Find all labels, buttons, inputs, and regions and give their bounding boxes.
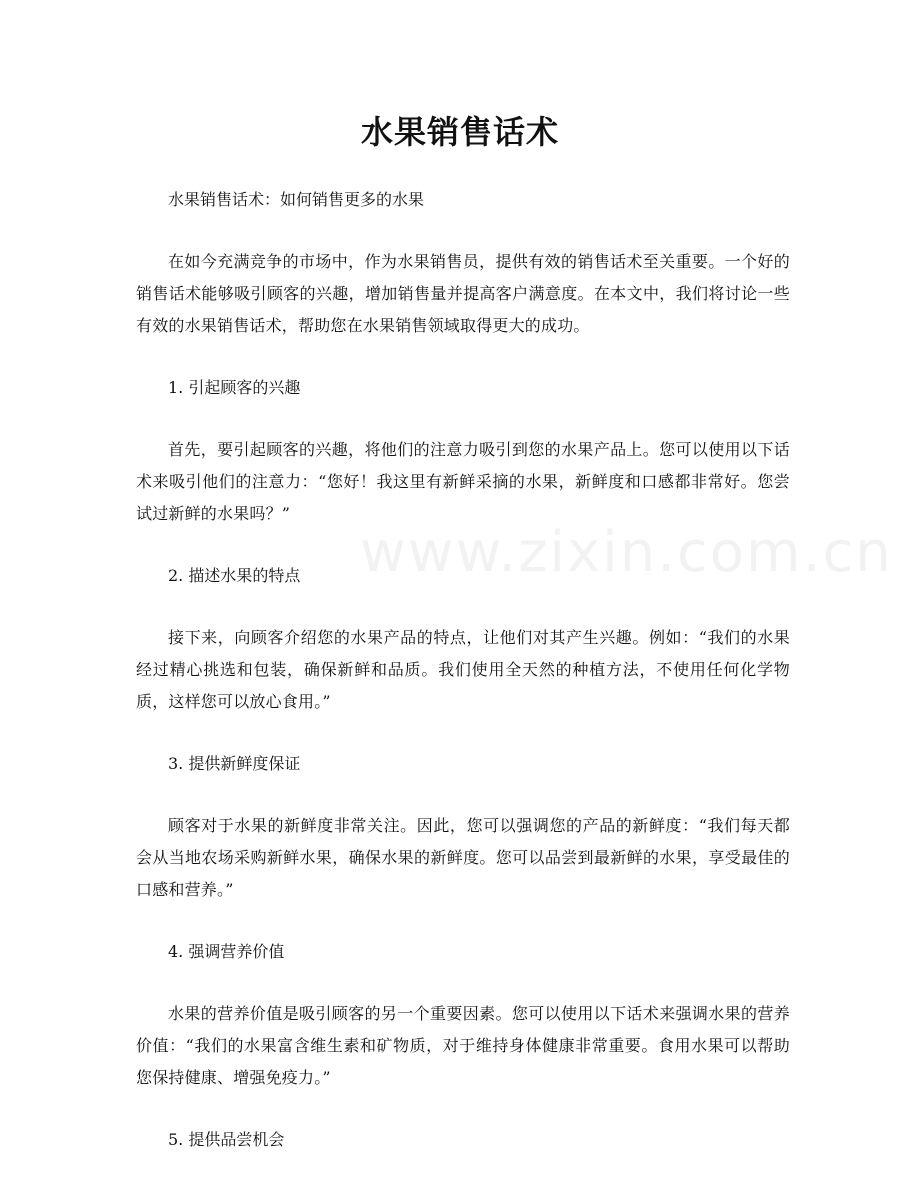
section-heading-2: 2. 描述水果的特点 [168, 566, 301, 585]
section-heading-4: 4. 强调营养价值 [168, 942, 285, 961]
section-body-1: 首先，要引起顾客的兴趣，将他们的注意力吸引到您的水果产品上。您可以使用以下话术来吸引他们的注意力：“您好！我这里有新鲜采摘的水果，新鲜度和口感都非常好。您尝试过新鲜的水果吗？” [136, 440, 790, 523]
section-heading-5: 5. 提供品尝机会 [168, 1130, 285, 1149]
subtitle: 水果销售话术：如何销售更多的水果 [168, 190, 425, 209]
section-body-2: 接下来，向顾客介绍您的水果产品的特点，让他们对其产生兴趣。例如：“我们的水果经过精心挑选和包装，确保新鲜和品质。我们使用全天然的种植方法，不使用任何化学物质，这样您可以放心食用。” [136, 628, 790, 711]
page-title: 水果销售话术 [360, 113, 559, 151]
section-heading-3: 3. 提供新鲜度保证 [168, 754, 301, 773]
watermark: www.zixin.com.cn [360, 520, 893, 585]
section-body-4: 水果的营养价值是吸引顾客的另一个重要因素。您可以使用以下话术来强调水果的营养价值：“我们的水果富含维生素和矿物质，对于维持身体健康非常重要。食用水果可以帮助您保持健康、增强免疫力。” [136, 1004, 790, 1087]
intro-paragraph: 在如今充满竞争的市场中，作为水果销售员，提供有效的销售话术至关重要。一个好的销售话术能够吸引顾客的兴趣，增加销售量并提高客户满意度。在本文中，我们将讨论一些有效的水果销售话术，帮助您在水果销售领域取得更大的成功。 [136, 252, 790, 335]
section-heading-1: 1. 引起顾客的兴趣 [168, 378, 301, 397]
section-body-3: 顾客对于水果的新鲜度非常关注。因此，您可以强调您的产品的新鲜度：“我们每天都会从当地农场采购新鲜水果，确保水果的新鲜度。您可以品尝到最新鲜的水果，享受最佳的口感和营养。” [136, 816, 790, 899]
document-body [136, 184, 790, 1186]
